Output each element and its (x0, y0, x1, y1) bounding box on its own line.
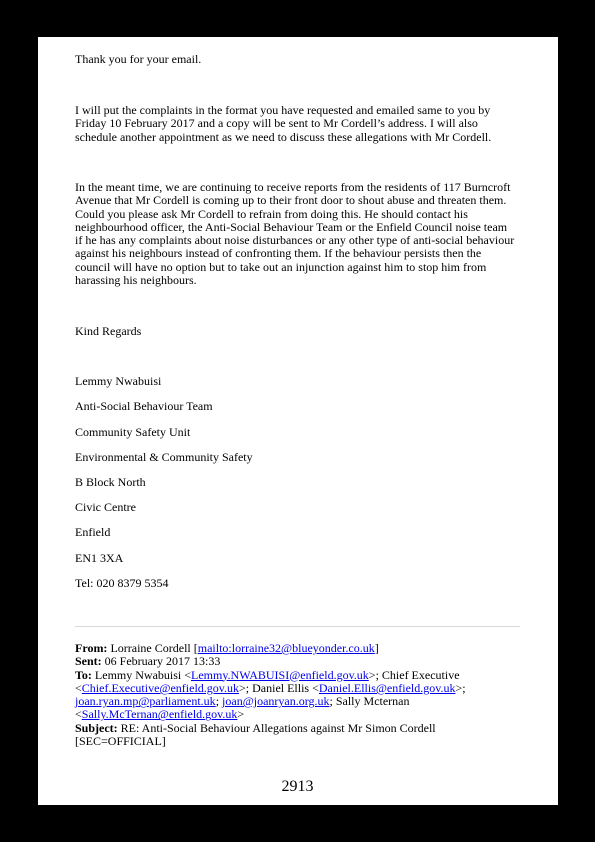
document-page (38, 37, 558, 805)
to-2-start: < (75, 680, 82, 695)
to-6-end: > (237, 707, 245, 722)
classification: [SEC=OFFICIAL] (75, 734, 166, 749)
to-label: To: (75, 667, 92, 682)
to-1-end: >; Chief Executive (368, 667, 460, 682)
to-2-email-link[interactable]: Chief.Executive@enfield.gov.uk (81, 680, 240, 695)
to-6-start: < (75, 707, 82, 722)
to-5-email-link[interactable]: joan@joanryan.org.uk (222, 694, 330, 709)
to-6-email-link[interactable]: Sally.McTernan@enfield.gov.uk (81, 707, 238, 722)
from-name: Lorraine Cordell [ (110, 641, 198, 655)
from-label: From: (75, 641, 108, 655)
signature-team: Anti-Social Behaviour Team (75, 399, 213, 413)
sent-label: Sent: (75, 654, 102, 669)
greeting: Thank you for your email. (75, 52, 202, 66)
from-line (75, 642, 520, 655)
to-1-name: Lemmy Nwabuisi < (94, 667, 191, 682)
from-mailto-link[interactable]: mailto:lorraine32@blueyonder.co.uk (197, 641, 375, 655)
paragraph-reports: In the meant time, we are continuing to receive reports from the residents of 117 Burncroft Avenue that Mr Cordell is coming up to their front door to shout abuse and threaten them. Could you please ask Mr Cordell to refrain from doing this. He should contact his neighbourhood officer, the Anti-Social Behaviour Team or the Enfield Council noise team if he has any complaints about noise disturbances or any other type of anti-social behaviour against his neighbours instead of confronting them. If the behaviour persists then the council will have no option but to take out an injunction against him to stop him from harassing his neighbours. (75, 180, 515, 288)
subject-value: RE: Anti-Social Behaviour Allegations against Mr Simon Cordell (120, 720, 436, 735)
signature-unit: Community Safety Unit (75, 425, 191, 439)
to-1-email-link[interactable]: Lemmy.NWABUISI@enfield.gov.uk (191, 667, 369, 682)
signature-tel: Tel: 020 8379 5354 (75, 576, 169, 590)
to-line (75, 669, 520, 722)
to-3-email-link[interactable]: Daniel.Ellis@enfield.gov.uk (318, 680, 456, 695)
signature-department: Environmental & Community Safety (75, 450, 253, 464)
to-5-end: ; Sally Mcternan (329, 694, 410, 709)
to-3-end: >; (455, 680, 466, 695)
signature-block: B Block North (75, 475, 146, 489)
signature-postcode: EN1 3XA (75, 551, 124, 565)
to-4-email-link[interactable]: joan.ryan.mp@parliament.uk (75, 694, 216, 709)
to-4-sep: ; (215, 694, 223, 709)
sent-value: 06 February 2017 13:33 (104, 654, 221, 669)
closing: Kind Regards (75, 324, 142, 338)
signature-name: Lemmy Nwabuisi (75, 374, 162, 388)
to-2-mid: >; Daniel Ellis < (239, 680, 319, 695)
sent-line (75, 655, 520, 668)
subject-label: Subject: (75, 720, 118, 735)
subject-line (75, 722, 520, 735)
signature-town: Enfield (75, 525, 111, 539)
signature-building: Civic Centre (75, 500, 136, 514)
email-header (75, 642, 520, 748)
paragraph-complaints: I will put the complaints in the format you have requested and emailed same to you by Friday 10 February 2017 and a copy will be sent to Mr Cordell’s address. I will also schedule another appointment as we need to discuss these allegations with Mr Cordell. (75, 103, 492, 144)
header-divider (75, 626, 520, 627)
page-number: 2913 (281, 778, 314, 795)
from-end: ] (374, 641, 379, 655)
